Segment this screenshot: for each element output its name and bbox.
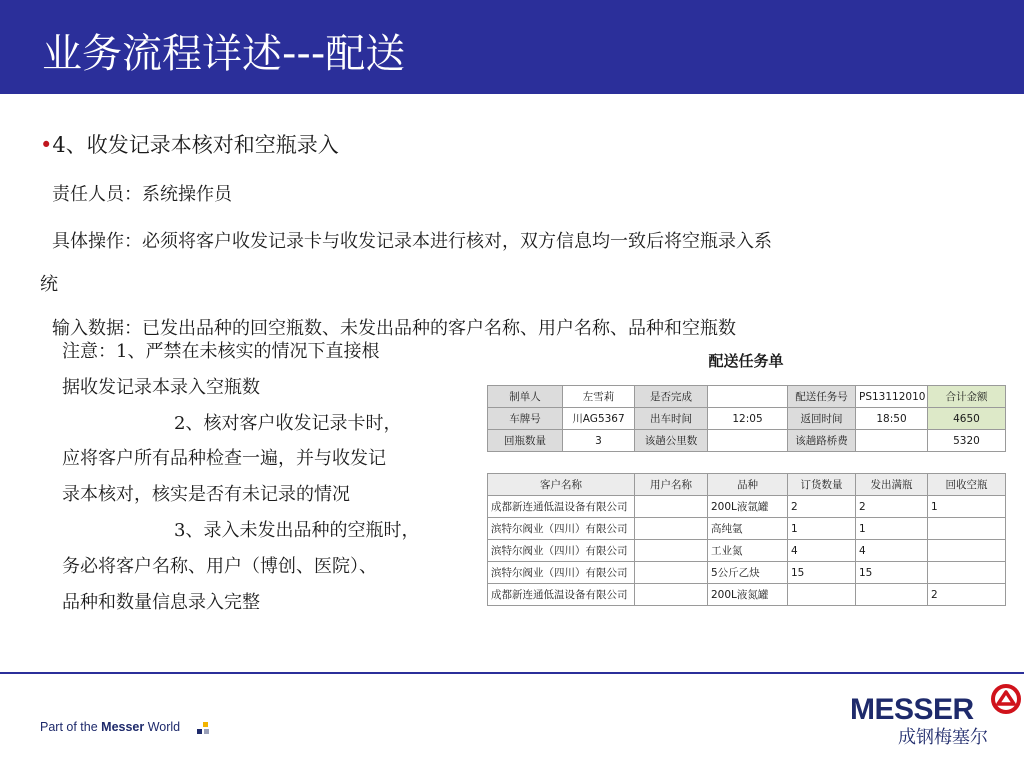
messer-emblem-icon: [990, 683, 1022, 715]
messer-logo: [850, 683, 1024, 753]
table-cell: 200L液氩罐: [708, 496, 788, 518]
bullet-dot: •: [40, 133, 53, 157]
input-data-text: 输入数据：已发出品种的回空瓶数、未发出品种的客户名称、用户名称、品种和空瓶数: [52, 318, 736, 339]
footer-divider: [0, 672, 1024, 674]
table-row: [488, 584, 1006, 606]
table-row: [488, 496, 1006, 518]
info-cell: 该趟公里数: [635, 430, 708, 452]
table-cell: [856, 584, 928, 606]
info-cell: [708, 386, 788, 408]
table-cell: 成都新连通低温设备有限公司: [488, 584, 635, 606]
table-cell: 高纯氩: [708, 518, 788, 540]
logo-word: MESSER: [850, 693, 974, 726]
info-cell: 配送任务号: [788, 386, 856, 408]
column-header: 发出满瓶: [856, 474, 928, 496]
table-cell: 2: [928, 584, 1006, 606]
table-cell: [635, 496, 708, 518]
footer-suffix: World: [144, 720, 181, 734]
info-cell: 回瓶数量: [488, 430, 563, 452]
page-title: 业务流程详述---配送: [42, 31, 406, 77]
info-cell: 川AG5367: [563, 408, 635, 430]
note-line: 品种和数量信息录入完整: [62, 591, 260, 613]
table-cell: [635, 518, 708, 540]
note-line: 2、核对客户收发记录卡时，: [174, 412, 402, 434]
info-cell: 左雪莉: [563, 386, 635, 408]
column-header-row: [488, 474, 1006, 496]
footer-prefix: Part of the: [40, 720, 102, 734]
table-cell: 滨特尔阀业（四川）有限公司: [488, 562, 635, 584]
footer-tagline: [40, 720, 180, 734]
notes-block: [62, 338, 482, 624]
section-heading-text: 4、收发记录本核对和空瓶录入: [52, 133, 339, 157]
table-row: [488, 562, 1006, 584]
info-cell: 是否完成: [635, 386, 708, 408]
footer-dots-icon: [195, 722, 211, 736]
note-line: 应将客户所有品种检查一遍，并与收发记: [62, 448, 386, 470]
info-cell: 制单人: [488, 386, 563, 408]
column-header: 回收空瓶: [928, 474, 1006, 496]
info-cell: 5320: [928, 430, 1006, 452]
table-cell: 1: [928, 496, 1006, 518]
table-cell: 2: [788, 496, 856, 518]
info-row: [488, 408, 1006, 430]
operation-text-line2: 统: [40, 274, 58, 295]
table-row: [488, 540, 1006, 562]
table-cell: 成都新连通低温设备有限公司: [488, 496, 635, 518]
note-line: 注意：1、严禁在未核实的情况下直接根: [62, 341, 380, 362]
table-cell: 15: [856, 562, 928, 584]
table-cell: [928, 540, 1006, 562]
table-row: [488, 518, 1006, 540]
info-cell: 4650: [928, 408, 1006, 430]
table-cell: 滨特尔阀业（四川）有限公司: [488, 540, 635, 562]
column-header: 品种: [708, 474, 788, 496]
info-cell: 合计金额: [928, 386, 1006, 408]
responsible-text: 责任人员：系统操作员: [52, 184, 232, 205]
footer-brand: Messer: [101, 720, 145, 734]
table-cell: [788, 584, 856, 606]
table-cell: 15: [788, 562, 856, 584]
info-cell: 12:05: [708, 408, 788, 430]
note-line: 据收发记录本录入空瓶数: [62, 376, 260, 398]
info-cell: [856, 430, 928, 452]
table-cell: [928, 562, 1006, 584]
operation-text-line1: 具体操作：必须将客户收发记录卡与收发记录本进行核对，双方信息均一致后将空瓶录入系: [52, 231, 772, 252]
column-header: 订货数量: [788, 474, 856, 496]
table-cell: 工业氮: [708, 540, 788, 562]
note-line: 录本核对，核实是否有未记录的情况: [62, 484, 350, 506]
table-cell: 滨特尔阀业（四川）有限公司: [488, 518, 635, 540]
info-cell: 车牌号: [488, 408, 563, 430]
info-cell: 3: [563, 430, 635, 452]
table-cell: 4: [856, 540, 928, 562]
info-cell: PS13112010: [856, 386, 928, 408]
task-sheet-title: 配送任务单: [708, 352, 784, 370]
table-cell: [928, 518, 1006, 540]
note-line: 3、录入未发出品种的空瓶时，: [174, 519, 420, 541]
table-cell: 2: [856, 496, 928, 518]
table-cell: 1: [856, 518, 928, 540]
table-cell: 1: [788, 518, 856, 540]
table-cell: 4: [788, 540, 856, 562]
info-cell: 返回时间: [788, 408, 856, 430]
table-cell: [635, 540, 708, 562]
info-cell: 该趟路桥费: [788, 430, 856, 452]
info-cell: 出车时间: [635, 408, 708, 430]
table-cell: [635, 562, 708, 584]
column-header: 用户名称: [635, 474, 708, 496]
info-cell: [708, 430, 788, 452]
task-sheet-table: [487, 385, 1006, 606]
header-bar: [0, 0, 1024, 94]
info-row: [488, 386, 1006, 408]
info-cell: 18:50: [856, 408, 928, 430]
table-cell: 5公斤乙炔: [708, 562, 788, 584]
note-line: 务必将客户名称、用户（博创、医院）、: [62, 555, 377, 577]
spacer-cell: [488, 452, 1006, 474]
logo-chinese-name: 成钢梅塞尔: [898, 727, 988, 748]
table-cell: [635, 584, 708, 606]
table-cell: 200L液氮罐: [708, 584, 788, 606]
table-spacer-row: [488, 452, 1006, 474]
column-header: 客户名称: [488, 474, 635, 496]
section-heading: [40, 130, 339, 160]
info-row: [488, 430, 1006, 452]
